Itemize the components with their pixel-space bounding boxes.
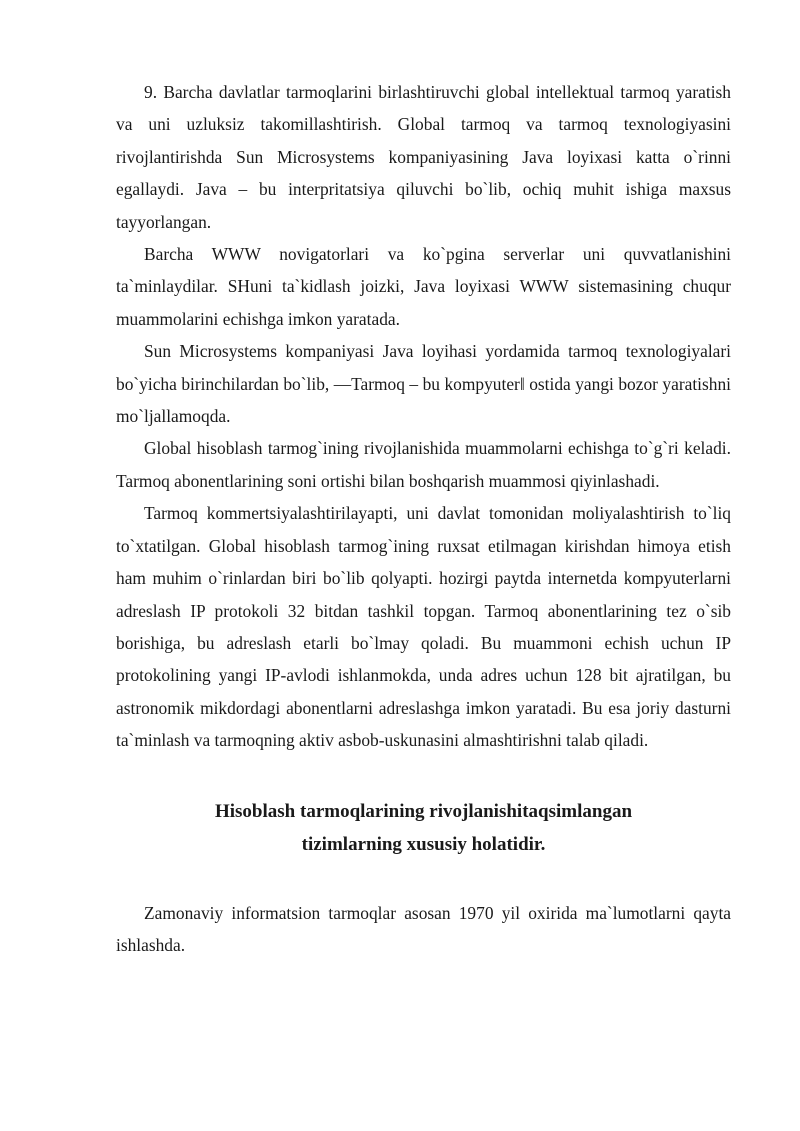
paragraph-java-project: 9. Barcha davlatlar tarmoqlarini birlashtiruvchi global intellektual tarmoq yaratish va uni uzluksiz takomillashtirish. Global tarmoq va tarmoq texnologiyasini rivojlantirishda Sun Microsystems kompaniyasining Java loyixasi katta o`rinni egallaydi. Java – bu interpritatsiya qiluvchi bo`lib, ochiq muhit ishiga maxsus tayyorlangan. xyxy=(116,82,731,232)
paragraph-commercialization: Tarmoq kommertsiyalashtirilayapti, uni davlat tomonidan moliyalashtirish to`liq to`xtatilgan. Global hisoblash tarmog`ining ruxsat etilmagan kirishdan himoya etish ham muhim o`rinlardan biri bo`lib qolyapti. hozirgi paytda internetda kompyuterlarni adreslash IP protokoli 32 bitdan tashkil topgan. Tarmoq abonentlarining tez o`sib borishiga, bu adreslash etarli bo`lmay qoladi. Bu muammoni echish uchun IP protokolining yangi IP-avlodi ishlanmokda, unda adres uchun 128 bit ajratilgan, bu astronomik mikdordagi abonentlarni adreslashga imkon yaratadi. Bu esa joriy dasturni ta`minlash va tarmoqning aktiv asbob-uskunasini almashtirishni talab qiladi. xyxy=(116,503,731,751)
section-heading xyxy=(116,795,731,861)
document-page xyxy=(116,76,731,961)
section-heading-line-2: tizimlarning xususiy holatidir. xyxy=(301,833,546,855)
paragraph-www-navigators: Barcha WWW novigatorlari va ko`pgina serverlar uni quvvatlanishini ta`minlaydilar. SHuni ta`kidlash joizki, Java loyixasi WWW sistemasining chuqur muammolarini echishga imkon yaratada. xyxy=(116,244,731,329)
paragraph-sun-microsystems: Sun Microsystems kompaniyasi Java loyihasi yordamida tarmoq texnologiyalari bo`yicha birinchilardan bo`lib, ―Tarmoq – bu kompyuter‖ ostida yangi bozor yaratishni mo`ljallamoqda. xyxy=(116,341,731,427)
paragraph-modern-networks: Zamonaviy informatsion tarmoqlar asosan 1970 yil oxirida ma`lumotlarni qayta ishlashda. xyxy=(116,902,731,955)
paragraph-global-network-problems: Global hisoblash tarmog`ining rivojlanishida muammolarni echishga to`g`ri keladi. Tarmoq abonentlarining soni ortishi bilan boshqarish muammosi qiyinlashadi. xyxy=(116,438,731,491)
section-heading-line-1: Hisoblash tarmoqlarining rivojlanishitaqsimlangan xyxy=(214,800,633,822)
